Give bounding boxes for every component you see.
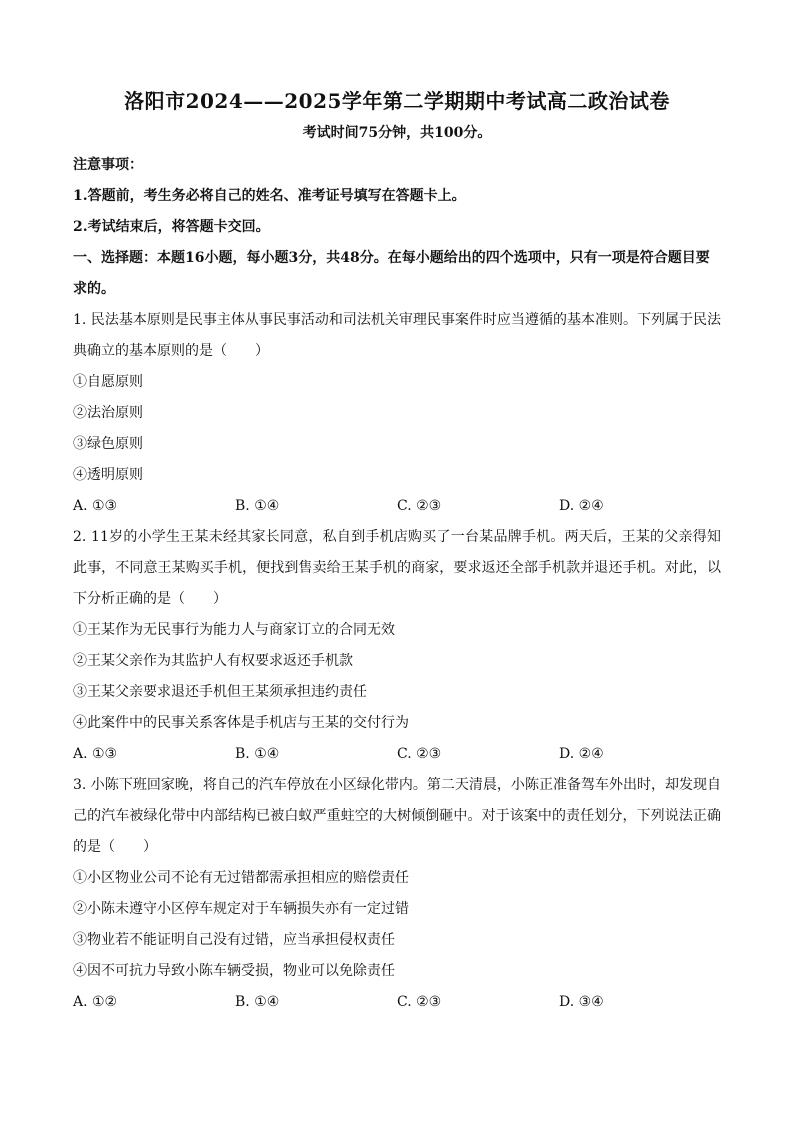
statement: ②王某父亲作为其监护人有权要求返还手机款 (73, 653, 353, 669)
choice-b: B. ①④ (235, 498, 280, 514)
statement: ②小陈未遵守小区停车规定对于车辆损失亦有一定过错 (73, 901, 409, 917)
choice-d: D. ②④ (559, 746, 604, 762)
choice-a: A. ①③ (73, 746, 118, 762)
statement: ①自愿原则 (73, 374, 143, 390)
question-3 (73, 770, 721, 1018)
choice-a: A. ①③ (73, 498, 118, 514)
choice-c: C. ②③ (397, 498, 442, 514)
exam-title: 洛阳市2024——2025学年第二学期期中考试高二政治试卷 (124, 89, 670, 113)
choice-c: C. ②③ (397, 994, 442, 1010)
statement: ④因不可抗力导致小陈车辆受损，物业可以免除责任 (73, 963, 395, 979)
statement: ①王某作为无民事行为能力人与商家订立的合同无效 (73, 622, 395, 638)
choice-a: A. ①② (73, 994, 118, 1010)
note-item-1: 1.答题前，考生务必将自己的姓名、准考证号填写在答题卡上。 (73, 188, 466, 204)
answer-choices (73, 987, 721, 1018)
statement: ③物业若不能证明自己没有过错，应当承担侵权责任 (73, 932, 395, 948)
statement: ③王某父亲要求退还手机但王某须承担违约责任 (73, 684, 367, 700)
question-2 (73, 522, 721, 770)
note-item-2: 2.考试结束后，将答题卡交回。 (73, 219, 270, 235)
exam-duration: 考试时间75分钟，共100分。 (302, 125, 492, 141)
statement: ①小区物业公司不论有无过错都需承担相应的赔偿责任 (73, 870, 409, 886)
question-stem: 1. 民法基本原则是民事主体从事民事活动和司法机关审理民事案件时应当遵循的基本准则。下列属于民法典确立的基本原则的是（ ） (73, 312, 721, 359)
choice-d: D. ②④ (559, 498, 604, 514)
statement: ④透明原则 (73, 467, 143, 483)
answer-choices (73, 491, 721, 522)
question-stem: 2. 11岁的小学生王某未经其家长同意，私自到手机店购买了一台某品牌手机。两天后，王某的父亲得知此事，不同意王某购买手机，便找到售卖给王某手机的商家，要求返还全部手机款并退还手机。对此，以下分析正确的是（ ） (73, 529, 721, 607)
statement: ④此案件中的民事关系客体是手机店与王某的交付行为 (73, 715, 409, 731)
statement: ③绿色原则 (73, 436, 143, 452)
question-1 (73, 305, 721, 522)
choice-d: D. ③④ (559, 994, 604, 1010)
choice-b: B. ①④ (235, 994, 280, 1010)
section-heading: 一、选择题：本题16小题，每小题3分，共48分。在每小题给出的四个选项中，只有一项是符合题目要求的。 (73, 250, 710, 297)
choice-b: B. ①④ (235, 746, 280, 762)
question-stem: 3. 小陈下班回家晚，将自己的汽车停放在小区绿化带内。第二天清晨，小陈正准备驾车外出时，却发现自己的汽车被绿化带中内部结构已被白蚁严重蛀空的大树倾倒砸中。对于该案中的责任划分，下列说法正确的是（ ） (73, 777, 721, 855)
answer-choices (73, 739, 721, 770)
exam-page (73, 86, 721, 1018)
choice-c: C. ②③ (397, 746, 442, 762)
statement: ②法治原则 (73, 405, 143, 421)
notes-heading: 注意事项： (73, 157, 143, 173)
